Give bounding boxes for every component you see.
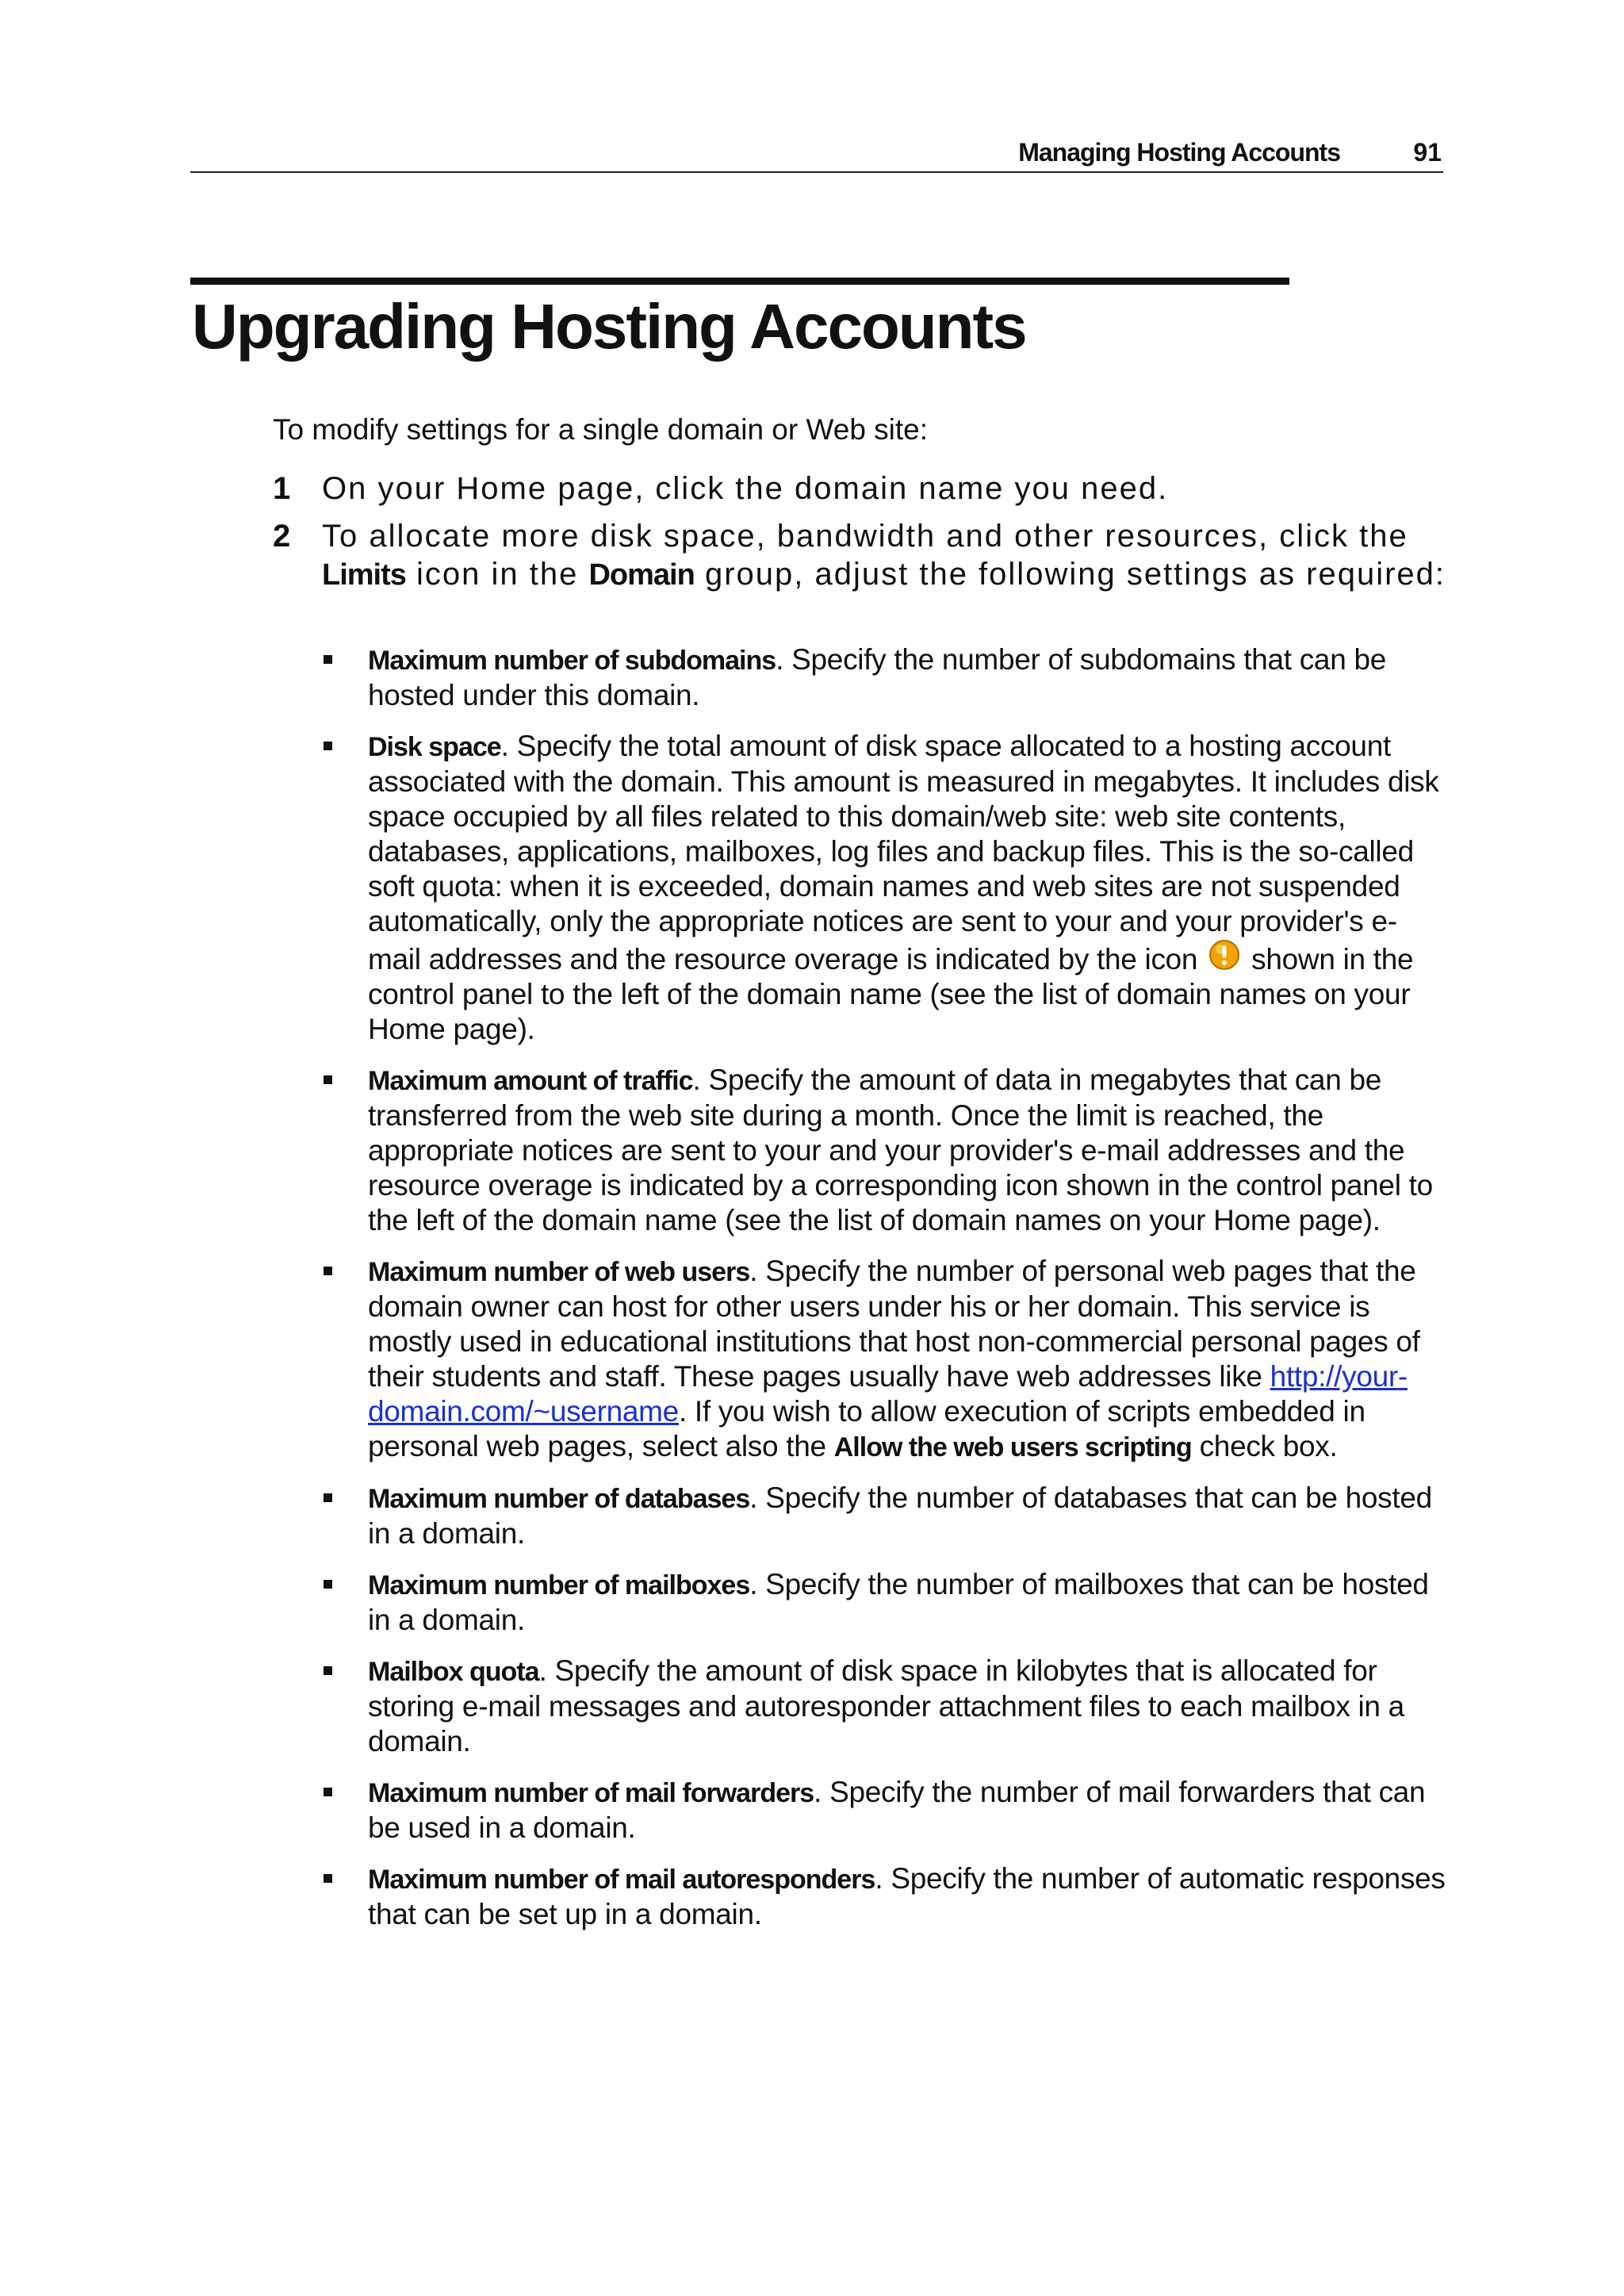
setting-description: . Specify the number of databases that can be hosted in a domain.	[368, 1481, 1432, 1550]
setting-description: . Specify the number of mailboxes that can be hosted in a domain.	[368, 1568, 1429, 1636]
setting-description: . Specify the number of automatic responses that can be set up in a domain.	[368, 1862, 1446, 1930]
setting-description: . Specify the number of personal web pages that the domain owner can host for other users under his or her domain. This service is mostly used in educational institutions that host non-commercial personal pages of their students and staff. These pages usually have web addresses like	[368, 1255, 1420, 1393]
list-item	[320, 642, 1446, 713]
setting-description: . If you wish to allow execution of scripts embedded in personal web pages, select also the	[368, 1395, 1365, 1462]
setting-term: Maximum number of mail forwarders	[368, 1778, 814, 1808]
setting-term: Maximum amount of traffic	[368, 1066, 693, 1096]
bullet-marker	[324, 1666, 332, 1675]
list-item	[320, 1775, 1446, 1846]
setting-description: . Specify the amount of data in megabytes that can be transferred from the web site during a month. Once the limit is reached, the appropriate notices are sent to your and your provider's e-mail addresses and the resource overage is indicated by a corresponding icon shown in the control panel to the left of the domain name (see the list of domain names on your Home page).	[368, 1064, 1433, 1236]
setting-term: Mailbox quota	[368, 1657, 539, 1687]
limits-term: Limits	[322, 558, 406, 592]
step-number: 1	[273, 471, 291, 506]
bullet-marker	[324, 1267, 332, 1275]
header-section-title: Managing Hosting Accounts	[1018, 138, 1340, 167]
bullet-marker	[324, 1874, 332, 1883]
setting-description: . Specify the total amount of disk space allocated to a hosting account associated with the domain. This amount is measured in megabytes. It includes disk space occupied by all files related to this domain/web site: web site contents, databases, applications, mailboxes, log files and backup files. This is the so-called soft quota: when it is exceeded, domain names and web sites are not suspended automatically, only the appropriate notices are sent to your and your provider's e-mail addresses and the resource overage is indicated by the icon	[368, 730, 1439, 976]
setting-description: . Specify the number of mail forwarders that can be used in a domain.	[368, 1776, 1426, 1844]
heading-rule	[190, 278, 1289, 285]
setting-term: Maximum number of databases	[368, 1484, 750, 1514]
setting-term: Disk space	[368, 732, 501, 762]
list-item	[320, 1567, 1446, 1638]
bullet-marker	[324, 742, 332, 750]
list-item	[320, 729, 1446, 1047]
step-2	[273, 517, 1446, 636]
setting-term: Maximum number of subdomains	[368, 646, 776, 676]
bullet-marker	[324, 655, 332, 664]
step-text	[322, 517, 1446, 594]
setting-term: Maximum number of web users	[368, 1257, 750, 1287]
list-item	[320, 1254, 1446, 1465]
step-text-part: icon in the	[405, 557, 589, 592]
list-item	[320, 1063, 1446, 1238]
scripting-option-label: Allow the web users scripting	[833, 1432, 1192, 1462]
page-title: Upgrading Hosting Accounts	[192, 291, 1026, 362]
setting-description: . Specify the amount of disk space in kilobytes that is allocated for storing e-mail messages and autoresponder attachment files to each mailbox in a domain.	[368, 1654, 1404, 1757]
running-header	[190, 135, 1443, 173]
list-item	[320, 1481, 1446, 1551]
step-text-part: group, adjust the following settings as required:	[694, 557, 1446, 592]
setting-description: shown in the control panel to the left of the domain name (see the list of domain names on your Home page).	[368, 943, 1414, 1045]
list-item	[320, 1861, 1446, 1932]
bullet-marker	[324, 1493, 332, 1502]
warning-icon	[1208, 939, 1240, 971]
bullet-marker	[324, 1075, 332, 1084]
bullet-marker	[324, 1580, 332, 1589]
setting-term: Maximum number of mail autoresponders	[368, 1865, 875, 1895]
header-page-number: 91	[1413, 138, 1442, 167]
list-item	[320, 1654, 1446, 1759]
step-number: 2	[273, 519, 291, 554]
step-text: On your Home page, click the domain name you need.	[322, 471, 1169, 506]
settings-list	[320, 642, 1446, 1948]
step-text-part: To allocate more disk space, bandwidth and other resources, click the	[322, 519, 1408, 554]
domain-term: Domain	[588, 558, 695, 592]
intro-text: To modify settings for a single domain or Web site:	[273, 413, 929, 446]
bullet-marker	[324, 1788, 332, 1796]
step-1	[273, 470, 1446, 508]
setting-description: . Specify the number of subdomains that can be hosted under this domain.	[368, 643, 1387, 711]
example-url-link[interactable]: http://your-domain.com/~username	[368, 1360, 1408, 1428]
setting-description: check box.	[1191, 1430, 1338, 1462]
setting-term: Maximum number of mailboxes	[368, 1570, 750, 1600]
